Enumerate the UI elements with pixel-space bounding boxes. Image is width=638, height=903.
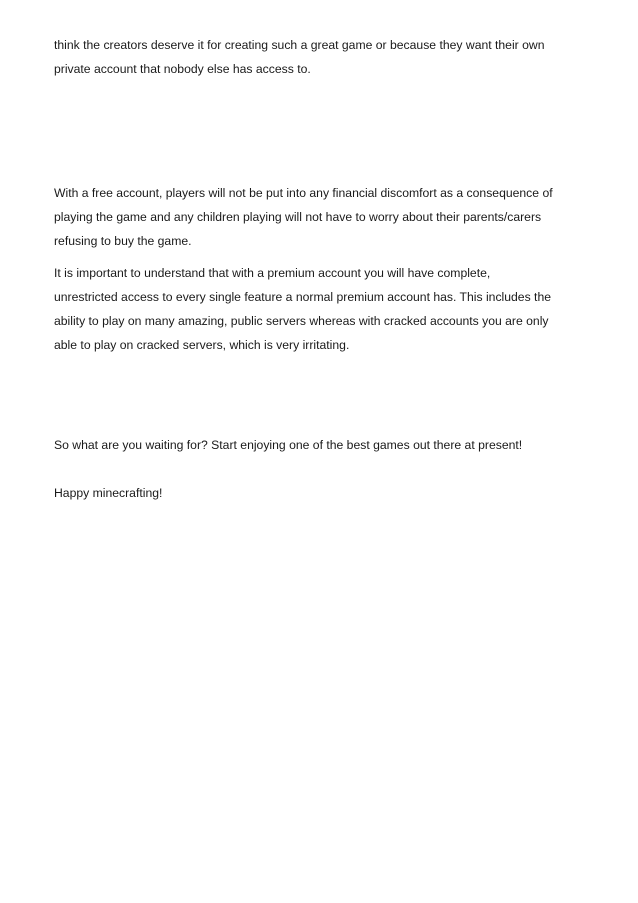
paragraph-premium-account bbox=[54, 261, 584, 357]
paragraph-sign-off bbox=[54, 481, 584, 505]
text-line: refusing to buy the game. bbox=[54, 234, 192, 248]
paragraph-call-to-action bbox=[54, 433, 584, 457]
text-line: So what are you waiting for? Start enjoying one of the best games out there at present! bbox=[54, 438, 523, 452]
text-line: Happy minecrafting! bbox=[54, 486, 163, 500]
paragraph-free-account bbox=[54, 181, 584, 253]
text-line: unrestricted access to every single feature a normal premium account has. This includes the bbox=[54, 290, 551, 304]
text-line: It is important to understand that with a premium account you will have complete, bbox=[54, 266, 491, 280]
text-line: ability to play on many amazing, public servers whereas with cracked accounts you are only bbox=[54, 314, 549, 328]
text-line: able to play on cracked servers, which is very irritating. bbox=[54, 338, 350, 352]
text-line: playing the game and any children playing will not have to worry about their parents/carers bbox=[54, 210, 542, 224]
text-line: With a free account, players will not be put into any financial discomfort as a consequence of bbox=[54, 186, 553, 200]
text-line: think the creators deserve it for creating such a great game or because they want their own bbox=[54, 38, 545, 52]
text-line: private account that nobody else has access to. bbox=[54, 62, 311, 76]
paragraph-creators-private-account bbox=[54, 33, 584, 81]
